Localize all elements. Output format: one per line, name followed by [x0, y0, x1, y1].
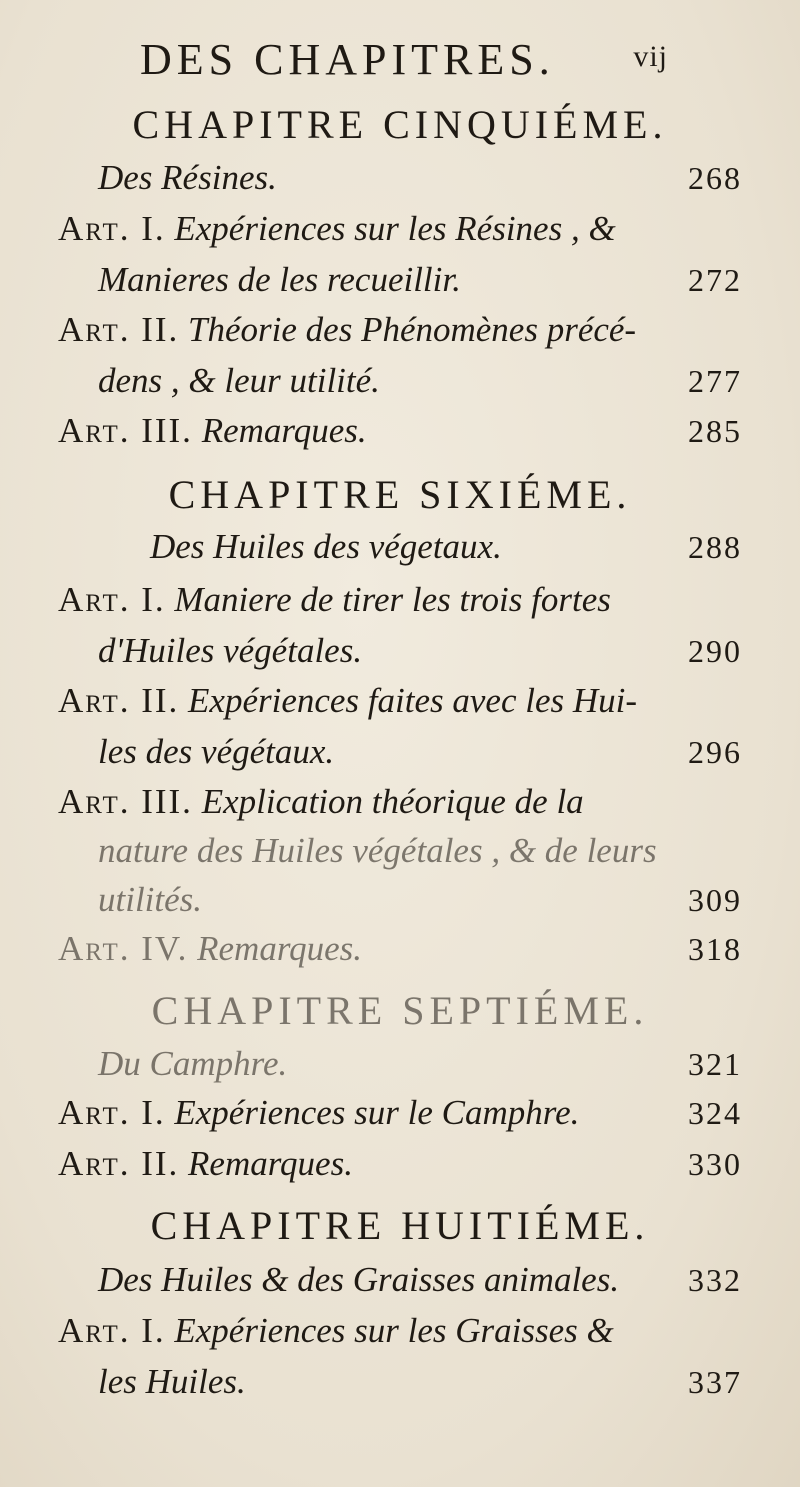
entry-title-continued: les Huiles. — [98, 1362, 246, 1401]
article-number: Art. I. — [58, 1093, 166, 1132]
page-number: 324 — [688, 1095, 742, 1131]
page-number: 272 — [688, 262, 742, 298]
chapter-heading: CHAPITRE SEPTIÉME. — [151, 988, 649, 1033]
entry-title: Remarques. — [188, 1144, 353, 1183]
entry-title: Des Huiles des végetaux. — [150, 527, 502, 566]
page-number: 277 — [688, 363, 742, 399]
page-number: 337 — [688, 1364, 742, 1400]
running-head — [140, 34, 668, 85]
chapter-heading: CHAPITRE CINQUIÉME. — [132, 102, 668, 147]
entry-title: Des Huiles & des Graisses animales. — [98, 1260, 620, 1299]
entry-title: Expériences sur les Graisses & — [174, 1311, 614, 1350]
entry-title: Expériences sur les Résines , & — [174, 209, 616, 248]
entry-title-continued: utilités. — [98, 880, 203, 919]
page-number: 268 — [688, 160, 742, 196]
page-number: 309 — [688, 882, 742, 918]
chapter-heading: CHAPITRE SIXIÉME. — [168, 472, 632, 517]
entry-title: Explication théorique de la — [201, 782, 584, 821]
running-head-title: DES CHAPITRES. — [140, 35, 555, 84]
entry-title: Maniere de tirer les trois fortes — [174, 580, 611, 619]
entry-title-continued: d'Huiles végétales. — [98, 631, 363, 670]
article-number: Art. I. — [58, 1311, 166, 1350]
article-number: Art. II. — [58, 310, 180, 349]
page-number: 290 — [688, 633, 742, 669]
entry-title-continued: nature des Huiles végétales , & de leurs — [98, 831, 657, 870]
article-number: Art. III. — [58, 782, 193, 821]
page-number: 321 — [688, 1046, 742, 1082]
folio: vij — [633, 40, 668, 73]
page-number: 318 — [688, 931, 742, 967]
entry-title: Expériences sur le Camphre. — [174, 1093, 580, 1132]
entry-title: Des Résines. — [98, 158, 277, 197]
article-number: Art. I. — [58, 580, 166, 619]
article-number: Art. IV. — [58, 929, 189, 968]
article-number: Art. II. — [58, 1144, 180, 1183]
entry-title-continued: Manieres de les recueillir. — [98, 260, 461, 299]
entry-title: Théorie des Phénomènes précé- — [188, 310, 637, 349]
entry-title: Remarques. — [197, 929, 363, 968]
article-number: Art. II. — [58, 681, 180, 720]
entry-title: Expériences faites avec les Hui- — [188, 681, 638, 720]
entry-title: Du Camphre. — [98, 1044, 288, 1083]
entry-title-continued: les des végétaux. — [98, 732, 335, 771]
page-number: 296 — [688, 734, 742, 770]
article-number: Art. I. — [58, 209, 166, 248]
chapter-heading: CHAPITRE HUITIÉME. — [150, 1203, 650, 1248]
page-number: 332 — [688, 1262, 742, 1298]
page-number: 285 — [688, 413, 742, 449]
page-number: 288 — [688, 529, 742, 565]
entry-title-continued: dens , & leur utilité. — [98, 361, 380, 400]
entry-title: Remarques. — [201, 411, 367, 450]
article-number: Art. III. — [58, 411, 193, 450]
page-number: 330 — [688, 1146, 742, 1182]
